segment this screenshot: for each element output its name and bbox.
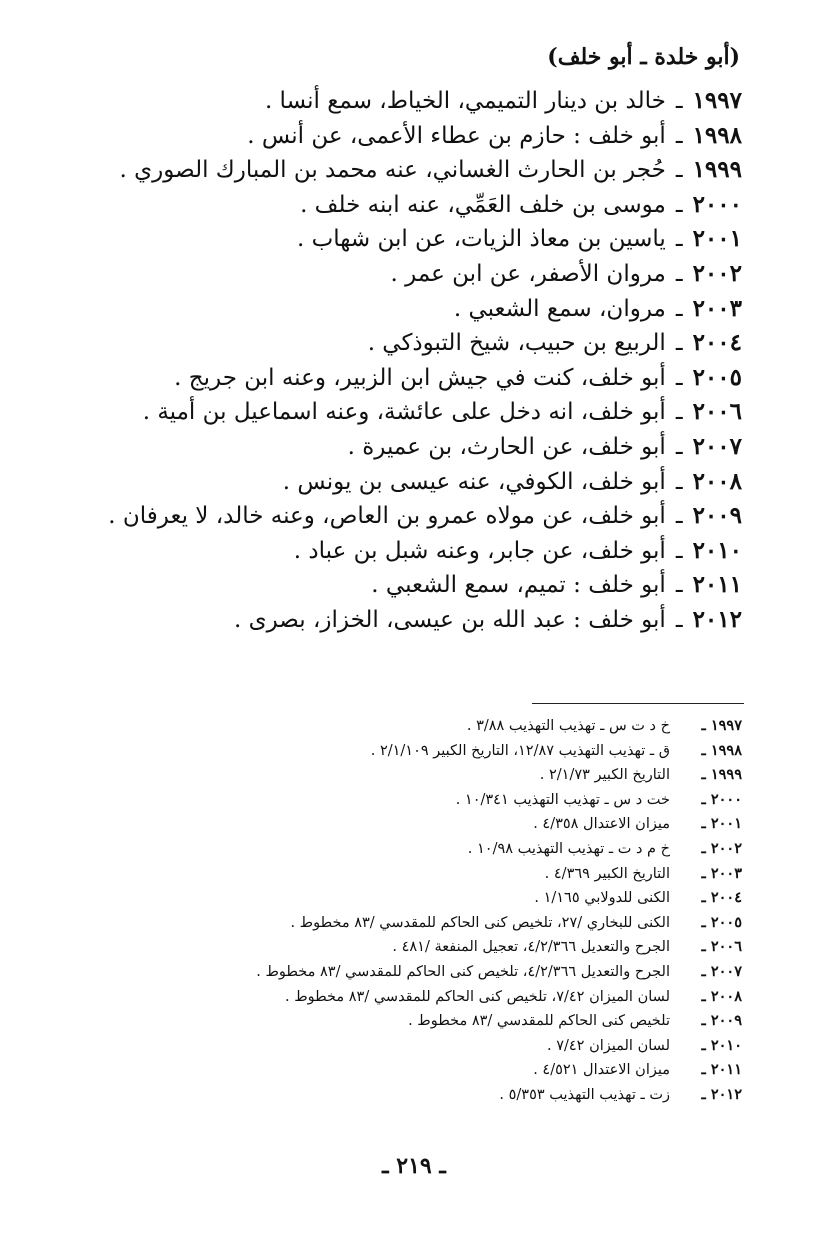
footnote-number: ٢٠٠١ ـ <box>701 815 742 833</box>
entry-text: خالد بن دينار التميمي، الخياط، سمع أنسا . <box>264 88 666 114</box>
entry: ٢٠٠٨ ـ أبو خلف، الكوفي، عنه عيسى بن يونس . <box>42 465 742 500</box>
entry-text: حُجر بن الحارث الغساني، عنه محمد بن المبارك الصوري . <box>119 157 666 184</box>
entry: ٢٠٠٣ ـ مروان، سمع الشعبي . <box>42 292 742 327</box>
entry-number: ٢٠٠٦ <box>692 398 742 426</box>
footnote-text: لسان الميزان ٧/٤٢، تلخيص كنى الحاكم للمقدسي /٨٣ مخطوط . <box>285 988 670 1005</box>
footnote-number: ٢٠٠٢ ـ <box>701 839 742 857</box>
footnote <box>42 886 742 911</box>
entry-text: أبو خلف، كنت في جيش ابن الزبير، وعنه ابن جريج . <box>174 364 666 391</box>
entry-number: ٢٠١٢ <box>692 605 742 633</box>
footnote-text: ق ـ تهذيب التهذيب ١٢/٨٧، التاريخ الكبير ٢/١/١٠٩ . <box>370 742 670 759</box>
footnote <box>42 935 742 960</box>
footnote-number: ١٩٩٧ ـ <box>701 717 742 734</box>
footnote-text: الكنى للدولابي ١/١٦٥ . <box>534 890 670 907</box>
entry-number: ٢٠٠٨ <box>692 467 742 495</box>
entry: ٢٠٠٦ ـ أبو خلف، انه دخل على عائشة، وعنه اسماعيل بن أمية . <box>42 395 742 430</box>
entry: ١٩٩٨ ـ أبو خلف : حازم بن عطاء الأعمى، عن أنس . <box>42 119 742 154</box>
entry-number: ٢٠٠٤ <box>692 329 742 357</box>
footnote-text: الجرح والتعديل ٤/٢/٣٦٦، تعجيل المنفعة /٤٨١ . <box>392 939 670 956</box>
entry: ٢٠٠٤ ـ الربيع بن حبيب، شيخ التبوذكي . <box>42 326 742 361</box>
entry-number: ١٩٩٨ <box>692 121 742 149</box>
footnote-text: تلخيص كنى الحاكم للمقدسي /٨٣ مخطوط . <box>408 1013 670 1030</box>
entry-number: ٢٠١٠ <box>692 536 742 564</box>
entry-number: ٢٠٠١ <box>692 225 742 253</box>
footnote-text: خت د س ـ تهذيب التهذيب ١٠/٣٤١ . <box>455 791 670 808</box>
footnote-number: ٢٠٠٥ ـ <box>701 913 742 931</box>
entry: ٢٠٠٧ ـ أبو خلف، عن الحارث، بن عميرة . <box>42 430 742 465</box>
entry-number: ٢٠٠٧ <box>692 432 742 460</box>
entry-text: أبو خلف : عبد الله بن عيسى، الخزاز، بصرى . <box>233 606 666 633</box>
entry: ٢٠٠٩ ـ أبو خلف، عن مولاه عمرو بن العاص، وعنه خالد، لا يعرفان . <box>42 499 742 534</box>
entry-text: أبو خلف، عن جابر، وعنه شبل بن عباد . <box>293 537 666 564</box>
footnote <box>42 862 742 887</box>
footnote-number: ٢٠١٢ ـ <box>701 1085 742 1103</box>
entry: ٢٠١٠ ـ أبو خلف، عن جابر، وعنه شبل بن عباد . <box>42 534 742 569</box>
entry: ٢٠٠٥ ـ أبو خلف، كنت في جيش ابن الزبير، وعنه ابن جريج . <box>42 361 742 396</box>
footnote <box>42 1083 742 1108</box>
entry-text: أبو خلف، عن مولاه عمرو بن العاص، وعنه خالد، لا يعرفان . <box>108 503 666 530</box>
entry-number: ٢٠٠٣ <box>692 294 742 322</box>
footnote-number: ٢٠٠٩ ـ <box>701 1012 742 1030</box>
footnote-number: ٢٠٠٣ ـ <box>701 864 742 882</box>
entry: ١٩٩٧ ـ خالد بن دينار التميمي، الخياط، سمع أنسا . <box>42 84 742 119</box>
entry-number: ١٩٩٧ <box>692 87 742 114</box>
footnote <box>42 960 742 985</box>
entry-text: أبو خلف : تميم، سمع الشعبي . <box>371 572 666 599</box>
footnote <box>42 763 742 788</box>
footnote <box>42 1009 742 1034</box>
footnotes-list <box>42 714 742 1108</box>
entry-number: ٢٠٠٥ <box>692 363 742 391</box>
footnote <box>42 739 742 764</box>
footnote-text: الكنى للبخاري /٢٧، تلخيص كنى الحاكم للمقدسي /٨٣ مخطوط . <box>290 914 670 931</box>
entry-number: ٢٠٠٢ <box>692 259 742 287</box>
entry-number: ٢٠٠٠ <box>692 190 742 218</box>
footnote-text: زت ـ تهذيب التهذيب ٥/٣٥٣ . <box>499 1086 670 1103</box>
entry-text: موسى بن خلف العَمِّي، عنه ابنه خلف . <box>300 191 666 218</box>
footnote-text: خ د ت س ـ تهذيب التهذيب ٣/٨٨ . <box>466 718 670 734</box>
entry: ٢٠١٢ ـ أبو خلف : عبد الله بن عيسى، الخزاز، بصرى . <box>42 603 742 638</box>
footnote-number: ٢٠٠٦ ـ <box>701 938 742 956</box>
page-number: ـ ٢١٩ ـ <box>382 1153 446 1179</box>
footnote-number: ٢٠١١ ـ <box>701 1061 742 1079</box>
entry-text: ياسين بن معاذ الزيات، عن ابن شهاب . <box>296 226 666 253</box>
footnote-text: التاريخ الكبير ٢/١/٧٣ . <box>539 767 670 784</box>
entry-number: ٢٠١١ <box>692 571 742 599</box>
running-header: (أبو خلدة ـ أبو خلف) <box>547 44 740 70</box>
entry-text: أبو خلف، انه دخل على عائشة، وعنه اسماعيل بن أمية . <box>142 399 666 426</box>
footnote-number: ٢٠٠٤ ـ <box>701 889 742 907</box>
footnote-number: ١٩٩٩ ـ <box>701 766 742 784</box>
footnote-number: ٢٠١٠ ـ <box>701 1036 742 1054</box>
entry: ١٩٩٩ ـ حُجر بن الحارث الغساني، عنه محمد بن المبارك الصوري . <box>42 153 742 188</box>
footnote-text: لسان الميزان ٧/٤٢ . <box>547 1037 670 1054</box>
footnote-text: الجرح والتعديل ٤/٢/٣٦٦، تلخيص كنى الحاكم للمقدسي /٨٣ مخطوط . <box>256 963 670 980</box>
entry: ٢٠١١ ـ أبو خلف : تميم، سمع الشعبي . <box>42 568 742 603</box>
entry-text: مروان، سمع الشعبي . <box>453 295 666 322</box>
entry-text: أبو خلف، عن الحارث، بن عميرة . <box>347 433 666 460</box>
footnote <box>42 1058 742 1083</box>
entry-text: مروان الأصفر، عن ابن عمر . <box>390 260 666 287</box>
footnote-text: خ م د ت ـ تهذيب التهذيب ١٠/٩٨ . <box>467 840 670 857</box>
footnote-number: ٢٠٠٨ ـ <box>701 987 742 1005</box>
entry: ٢٠٠٠ ـ موسى بن خلف العَمِّي، عنه ابنه خلف . <box>42 188 742 223</box>
footnote-text: ميزان الاعتدال ٤/٥٢١ . <box>533 1062 670 1079</box>
entry-text: أبو خلف : حازم بن عطاء الأعمى، عن أنس . <box>247 122 666 149</box>
footnote <box>42 985 742 1010</box>
footnote-number: ١٩٩٨ ـ <box>701 741 742 759</box>
footnote-text: التاريخ الكبير ٤/٣٦٩ . <box>544 865 670 882</box>
footnote <box>42 812 742 837</box>
footnote <box>42 1034 742 1059</box>
entry-text: الربيع بن حبيب، شيخ التبوذكي . <box>367 330 666 357</box>
footnote-number: ٢٠٠٧ ـ <box>701 962 742 980</box>
entry: ٢٠٠٢ ـ مروان الأصفر، عن ابن عمر . <box>42 257 742 292</box>
entry-text: أبو خلف، الكوفي، عنه عيسى بن يونس . <box>282 468 666 495</box>
footnote-divider <box>532 703 744 704</box>
entries-list <box>42 84 742 638</box>
footnote <box>42 837 742 862</box>
footnote-text: ميزان الاعتدال ٤/٣٥٨ . <box>533 816 670 833</box>
footnote <box>42 714 742 739</box>
footnote-number: ٢٠٠٠ ـ <box>701 790 742 808</box>
footnote <box>42 911 742 936</box>
entry-number: ٢٠٠٩ <box>692 502 742 530</box>
entry: ٢٠٠١ ـ ياسين بن معاذ الزيات، عن ابن شهاب . <box>42 222 742 257</box>
footnote <box>42 788 742 813</box>
entry-number: ١٩٩٩ <box>692 156 742 184</box>
